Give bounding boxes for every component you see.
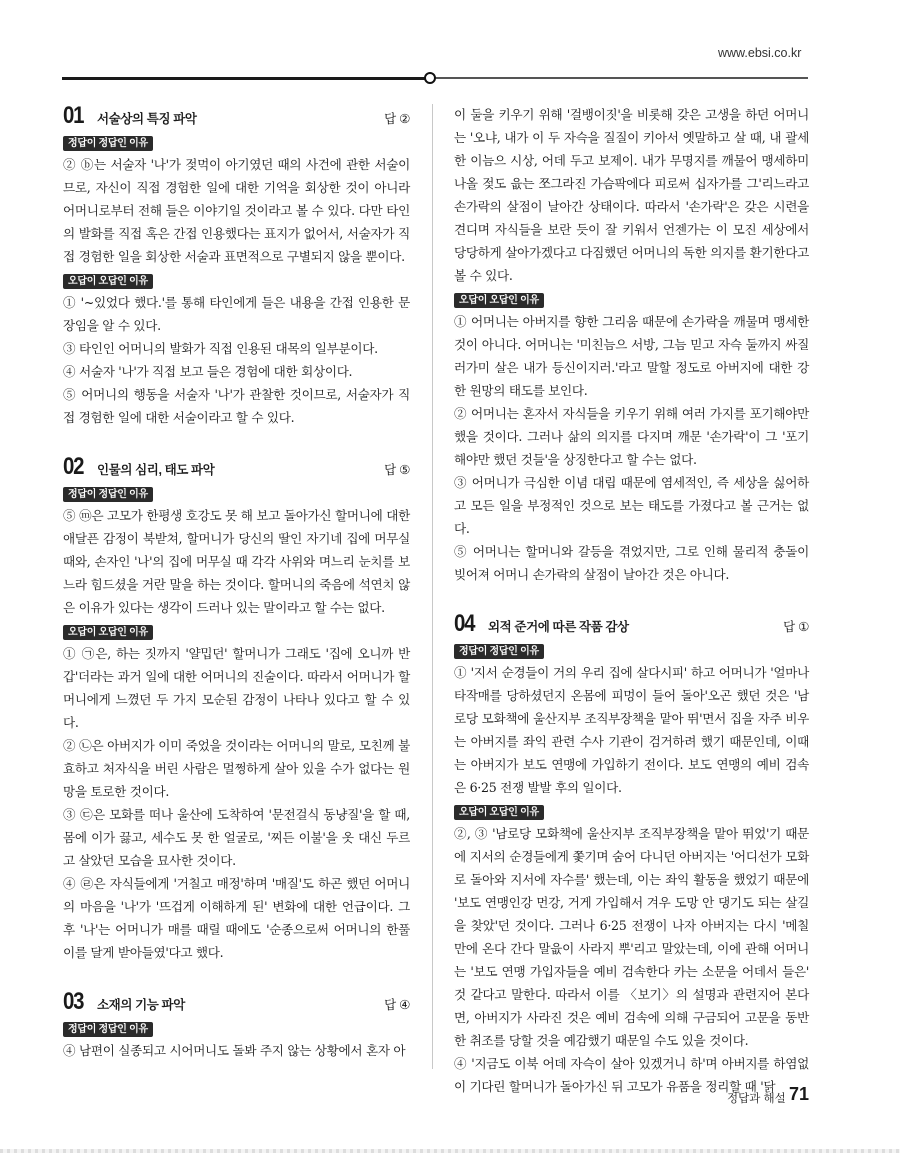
correct-reason-badge: 정답이 정답인 이유 — [63, 487, 153, 502]
explanation-paragraph: ②, ③ '남로당 모화책에 울산지부 조직부장책을 맡아 뛰었'기 때문에 지서의 순경들에게 쫓기며 숨어 다니던 아버지는 '어디선가 모화로 돌아와 지서에 자수를' 했는데, 이는 좌익 활동을 했었기 때문에 '보도 연맹인강 먼강, 거게 가입해서 겨우 도망 안 댕기도 되는 살길을 찾았'던 것이다. 그러나 6·25 전쟁이 나자 아버지는 다시 '메칠 만에 온다 간다 말읎이 사라지 뿌'리고 말았는데, 이에 관해 어머니는 '보도 연맹 가입자들을 예비 검속한다 카는 소문을 어데서 들은' 것 같다고 말한다. 따라서 이를 〈보기〉의 설명과 관련지어 본다면, 아버지가 사라진 것은 예비 검속에 의해 구금되어 고문을 동반한 취조를 당할 것을 예감했기 때문일 수도 있을 것이다. — [454, 826, 809, 1048]
answer-label: 답 ② — [384, 112, 410, 126]
explanation-paragraph: ② ⓑ는 서술자 '나'가 젖먹이 아기였던 때의 사건에 관한 서술이므로, 자신이 직접 경험한 일에 대한 기억을 회상한 것이 아니라 어머니로부터 전해 들은 이야기일 것이라고 볼 수 있다. 다만 타인의 발화를 직접 혹은 간접 인용했다는 표지가 없어서, 서술자가 직접 경험한 일을 회상한 서술과 표면적으로 구별되지 않을 뿐이다. — [63, 157, 410, 264]
column-divider — [432, 104, 433, 1069]
wrong-reason-badge: 오답이 오답인 이유 — [63, 625, 153, 640]
correct-reason-badge: 정답이 정답인 이유 — [63, 136, 153, 151]
answer-label: 답 ④ — [384, 998, 410, 1012]
correct-reason-badge: 정답이 정답인 이유 — [454, 644, 544, 659]
explanation-paragraph: ③ 어머니가 극심한 이념 대립 때문에 염세적인, 즉 세상을 싫어하고 모든 일을 부정적인 것으로 보는 태도를 가졌다고 볼 근거는 없다. — [454, 475, 809, 536]
explanation-paragraph: ① '~있었다 했다.'를 통해 타인에게 들은 내용을 간접 인용한 문장임을 알 수 있다. — [63, 295, 410, 333]
explanation-paragraph: ② 어머니는 혼자서 자식들을 키우기 위해 여러 가지를 포기해야만 했을 것이다. 그러나 삶의 의지를 다지며 깨문 '손가락'이 그 '포기해야만 했던 것들'을 상징한다고 할 수는 없다. — [454, 406, 809, 467]
explanation-paragraph: ① ㉠은, 하는 짓까지 '얄밉던' 할머니가 그래도 '집에 오니까 반갑'더라는 과거 일에 대한 어머니의 진술이다. 따라서 어머니가 할머니에게 느꼈던 두 가지 모순된 감정이 나타나 있다고 할 수 있다. — [63, 646, 410, 730]
answer-label: 답 ① — [783, 620, 809, 634]
footer-section-label: 정답과 해설 — [727, 1093, 786, 1105]
question-title: 외적 준거에 따른 작품 감상 — [488, 620, 629, 634]
explanation-paragraph: ⑤ 어머니의 행동을 서술자 '나'가 관찰한 것이므로, 서술자가 직접 경험한 일에 대한 서술이라고 할 수 있다. — [63, 387, 410, 425]
correct-reason-badge: 정답이 정답인 이유 — [63, 1022, 153, 1037]
explanation-paragraph: ③ 타인인 어머니의 발화가 직접 인용된 대목의 일부분이다. — [63, 341, 378, 356]
question-02 — [63, 455, 410, 964]
wrong-reason-badge: 오답이 오답인 이유 — [454, 293, 544, 308]
question-number: 04 — [454, 610, 475, 637]
question-heading — [63, 104, 410, 130]
explanation-paragraph: ④ 남편이 실종되고 시어머니도 돌봐 주지 않는 상황에서 혼자 아 — [63, 1043, 406, 1058]
page-number: 71 — [789, 1084, 810, 1104]
header-rule — [436, 77, 808, 79]
explanation-paragraph: ② ㉡은 아버지가 이미 죽었을 것이라는 어머니의 말로, 모친께 불효하고 처자식을 버린 사람은 멀쩡하게 살아 있을 수가 없다는 원망을 토로한 것이다. — [63, 738, 410, 799]
explanation-paragraph: ① 어머니는 아버지를 향한 그리움 때문에 손가락을 깨물며 맹세한 것이 아니다. 어머니는 '미친늠으 서방, 그늠 믿고 자슥 둘까지 싸질러가미 살은 내가 등신이지러.'라고 말할 정도로 아버지에 대한 강한 원망의 태도를 보인다. — [454, 314, 809, 398]
question-number: 03 — [63, 988, 84, 1015]
explanation-paragraph: 이 둘을 키우기 위해 '걸뱅이짓'을 비롯해 갖은 고생을 하던 어머니는 '오냐, 내가 이 두 자슥을 질질이 키아서 옛말하고 살 때, 내 괄세한 이늠으 시상, 어데 두고 보제이. 내가 무명지를 깨물어 맹세하미 나올 젖도 읎는 쪼그라진 가슴팍에다 피로써 십자가를 그'리느라고 손가락의 살점이 날아간 상태이다. 따라서 '손가락'은 갖은 시련을 견디며 자식들을 보란 듯이 잘 키워서 언젠가는 이 모진 세상에서 당당하게 살아가겠다고 다짐했던 어머니의 독한 의지를 환기한다고 볼 수 있다. — [454, 107, 809, 283]
question-title: 서술상의 특징 파악 — [97, 112, 197, 126]
explanation-paragraph: ④ ㉣은 자식들에게 '거칠고 매정'하며 '매질'도 하곤 했던 어머니의 마음을 '나'가 '뜨겁게 이해하게 된' 변화에 대한 언급이다. 그 후 '나'는 어머니가 매를 때릴 때에도 '순종으로써 어머니의 한풀이를 달게 받아들였'다고 했다. — [63, 876, 410, 960]
explanation-paragraph: ⑤ ⓜ은 고모가 한평생 호강도 못 해 보고 돌아가신 할머니에 대한 애달픈 감정이 북받쳐, 할머니가 당신의 딸인 자기네 집에 머무실 때와, 손자인 '나'의 집에 머무실 때 각각 사위와 며느리 눈치를 보느라 힘드셨을 거란 말을 하는 것이다. 할머니의 죽음에 석연치 않은 이유가 있다는 생각이 드러나 있는 말이라고 할 수는 없다. — [63, 508, 410, 615]
question-heading — [454, 612, 809, 638]
header-rule-dot — [424, 72, 436, 84]
answer-label: 답 ⑤ — [384, 463, 410, 477]
site-url: www.ebsi.co.kr — [718, 46, 802, 60]
explanation-paragraph: ⑤ 어머니는 할머니와 갈등을 겪었지만, 그로 인해 물리적 충돌이 빚어져 어머니 손가락의 살점이 날아간 것은 아니다. — [454, 544, 809, 582]
header-rule — [62, 77, 426, 80]
question-title: 인물의 심리, 태도 파악 — [97, 463, 215, 477]
explanation-paragraph: ③ ㉢은 모화를 떠나 울산에 도착하여 '문전걸식 동냥질'을 할 때, 몸에 이가 끓고, 세수도 못 한 얼굴로, '찌든 이불'을 옷 대신 두르고 살았던 모습을 묘사한 것이다. — [63, 807, 410, 868]
explanation-paragraph: ① '지서 순경들이 거의 우리 집에 살다시피' 하고 어머니가 '얼마나 타작매를 당하셨던지 온몸에 피멍이 들어 돌아'오곤 했던 것은 '남로당 모화책에 울산지부 조직부장책을 맡아 뛰'면서 집을 자주 비우는 아버지를 좌익 관련 수사 기관이 검거하려 했기 때문인데, 이때는 아버지가 보도 연맹에 가입하기 전이다. 보도 연맹의 예비 검속은 6·25 전쟁 발발 후의 일이다. — [454, 665, 809, 795]
question-number: 01 — [63, 102, 84, 129]
question-heading — [63, 990, 410, 1016]
wrong-reason-badge: 오답이 오답인 이유 — [454, 805, 544, 820]
explanation-paragraph: ④ '지금도 이북 어데 자슥이 살아 있겠거니 하'며 아버지를 하염없이 기다린 할머니가 돌아가신 뒤 고모가 유품을 정리할 때 '닭 — [454, 1056, 809, 1094]
left-column — [63, 104, 410, 1062]
question-01 — [63, 104, 410, 429]
scan-edge — [0, 1149, 900, 1153]
right-column — [454, 103, 809, 1098]
question-04 — [454, 612, 809, 1098]
question-heading — [63, 455, 410, 481]
question-number: 02 — [63, 453, 84, 480]
explanation-paragraph: ④ 서술자 '나'가 직접 보고 들은 경험에 대한 회상이다. — [63, 364, 353, 379]
question-03 — [63, 990, 410, 1062]
wrong-reason-badge: 오답이 오답인 이유 — [63, 274, 153, 289]
question-title: 소재의 기능 파악 — [97, 998, 185, 1012]
